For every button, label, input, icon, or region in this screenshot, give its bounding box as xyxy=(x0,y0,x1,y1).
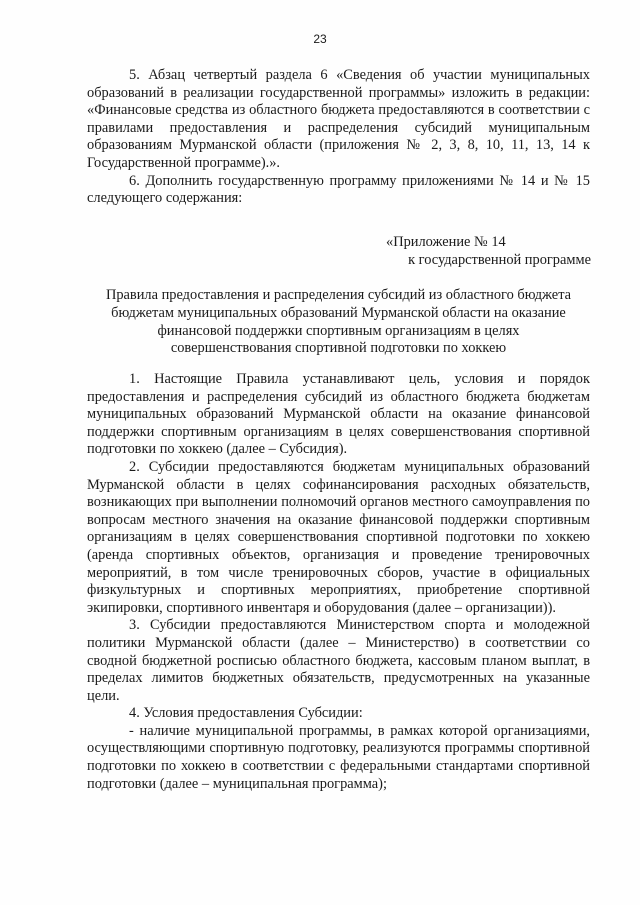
appendix-number: «Приложение № 14 xyxy=(386,234,506,250)
rules-section xyxy=(87,371,590,793)
rules-title xyxy=(87,287,590,358)
intro-paragraph-5: 5. Абзац четвертый раздела 6 «Сведения об участии муниципальных образований в реализации государственной программы» изложить в редакции: «Финансовые средства из областного бюджета предоставляются в соответствии с правилами предоставления и распределения субсидий муниципальным образованиям Мурманской области (приложения № 2, 3, 8, 10, 11, 13, 14 к Государственной программе).». xyxy=(87,67,590,171)
rule-paragraph-2: 2. Субсидии предоставляются бюджетам муниципальных образований Мурманской области в целях софинансирования расходных обязательств, возникающих при выполнении полномочий органов местного самоуправления по вопросам местного значения на оказание финансовой поддержки спортивным организациям в целях совершенствования спортивной подготовки по хоккею (аренда спортивных объектов, организация и проведение тренировочных мероприятий, в том числе тренировочных сборов, участие в официальных физкультурных и спортивных мероприятиях, приобретение спортивной экипировки, спортивного инвентаря и оборудования (далее – организации)). xyxy=(87,458,590,616)
rule-paragraph-1: 1. Настоящие Правила устанавливают цель, условия и порядок предоставления и распределения субсидий из областного бюджета бюджетам муниципальных образований Мурманской области на оказание финансовой поддержки спортивным организациям в целях совершенствования спортивной подготовки по хоккею (далее – Субсидия). xyxy=(87,371,590,458)
rule-paragraph-4: 4. Условия предоставления Субсидии: xyxy=(129,705,363,722)
intro-section xyxy=(87,67,590,208)
title-line: финансовой поддержки спортивным организациям в целях xyxy=(157,322,520,339)
title-line: совершенствования спортивной подготовки по хоккею xyxy=(170,340,507,357)
title-line: Правила предоставления и распределения субсидий из областного бюджета xyxy=(105,287,572,303)
appendix-reference: к государственной программе xyxy=(408,252,591,268)
condition-item: - наличие муниципальной программы, в рамках которой организациями, осуществляющими спортивную подготовку, реализуются программы спортивной подготовки по хоккею в соответствии с федеральными стандартами спортивной подготовки (далее – муниципальная программа); xyxy=(87,722,590,792)
intro-paragraph-6: 6. Дополнить государственную программу приложениями № 14 и № 15 следующего содержания: xyxy=(87,172,590,207)
appendix-heading xyxy=(386,233,591,269)
page-number: 23 xyxy=(313,32,327,46)
title-line: бюджетам муниципальных образований Мурманской области на оказание xyxy=(111,304,566,321)
rule-paragraph-3: 3. Субсидии предоставляются Министерством спорта и молодежной политики Мурманской области (далее – Министерство) в соответствии со сводной бюджетной росписью областного бюджета, кассовым планом выплат, в пределах лимитов бюджетных обязательств, предусмотренных на указанные цели. xyxy=(87,617,590,704)
